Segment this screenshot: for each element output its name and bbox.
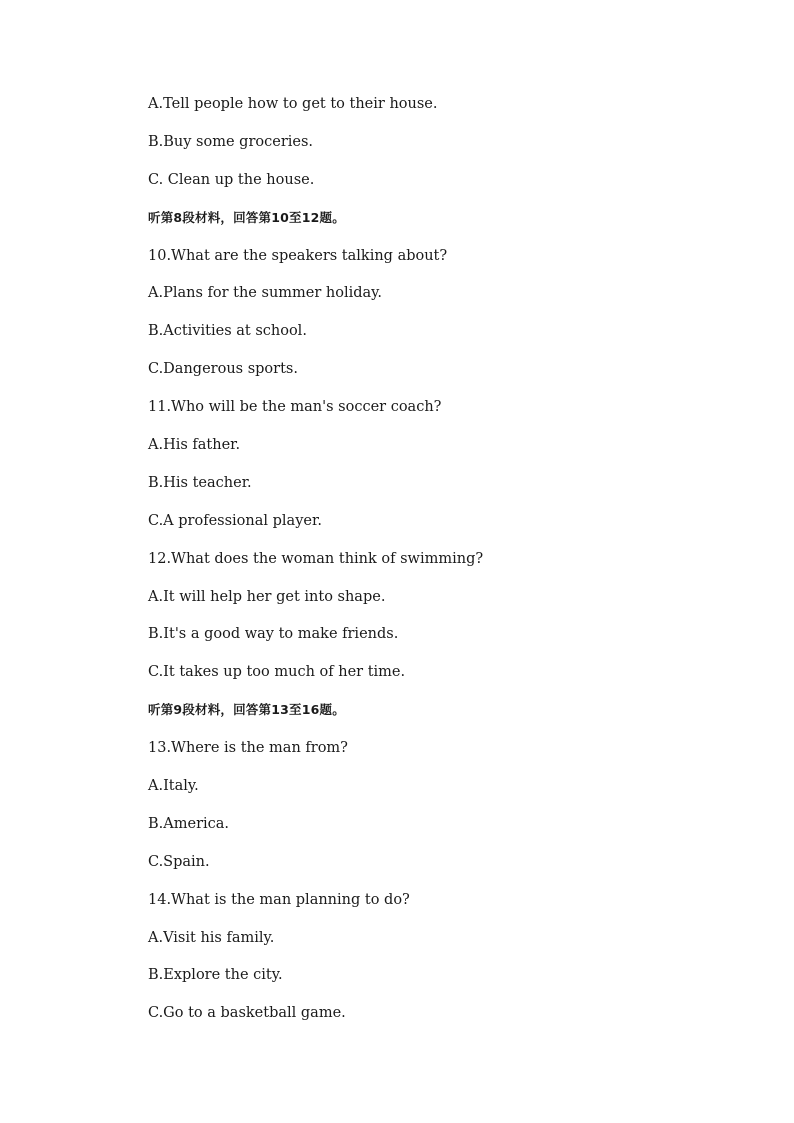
answer-option: B.America. — [148, 815, 230, 832]
answer-option: A.It will help her get into shape. — [148, 588, 386, 605]
answer-option: C.Spain. — [148, 853, 210, 870]
section-heading: 听第8段材料，回答第10至12题。 — [148, 209, 345, 225]
answer-option: C.Go to a basketball game. — [148, 1005, 346, 1022]
answer-option: C. Clean up the house. — [148, 171, 315, 188]
section-heading: 听第9段材料，回答第13至16题。 — [148, 702, 345, 718]
answer-option: B.Buy some groceries. — [148, 133, 314, 150]
answer-option: B.His teacher. — [148, 474, 252, 491]
answer-option: A.His father. — [148, 437, 241, 454]
question-text: 14.What is the man planning to do? — [148, 891, 410, 908]
answer-option: A.Visit his family. — [148, 929, 275, 946]
question-text: 10.What are the speakers talking about? — [148, 247, 448, 264]
answer-option: A.Italy. — [148, 778, 199, 795]
question-text: 12.What does the woman think of swimming? — [148, 550, 484, 567]
answer-option: A.Plans for the summer holiday. — [148, 285, 383, 302]
answer-option: C.A professional player. — [148, 512, 322, 529]
document-body — [148, 94, 748, 1041]
answer-option: B.Explore the city. — [148, 967, 283, 984]
question-text: 11.Who will be the man's soccer coach? — [148, 399, 442, 416]
answer-option: C.It takes up too much of her time. — [148, 664, 406, 681]
answer-option: B.Activities at school. — [148, 323, 307, 340]
answer-option: A.Tell people how to get to their house. — [148, 96, 438, 112]
question-text: 13.Where is the man from? — [148, 740, 348, 757]
answer-option: B.It's a good way to make friends. — [148, 626, 399, 643]
answer-option: C.Dangerous sports. — [148, 361, 298, 378]
